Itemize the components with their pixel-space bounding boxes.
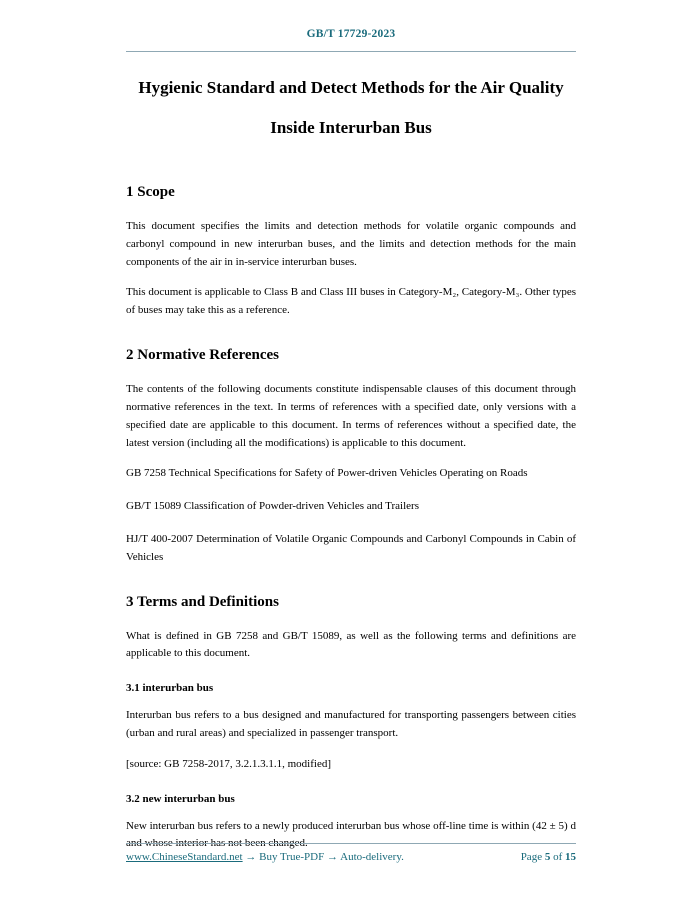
chinesestandard-link[interactable]: www.ChineseStandard.net xyxy=(126,851,243,863)
normative-reference-2: GB/T 15089 Classification of Powder-driven Vehicles and Trailers xyxy=(126,500,419,513)
normative-paragraph-1: The contents of the following documents constitute indispensable clauses of this document through normative references in the text. In terms of references with a specified date, only versions with a specified date are applicable to this document. In terms of references without a specified date, the latest version (including all the modifications) is applicable to this document. xyxy=(126,383,576,449)
current-page-number: 5 xyxy=(544,851,551,863)
section-heading-normative-references: 2 Normative References xyxy=(126,347,279,364)
scope-paragraph-1: This document specifies the limits and detection methods for volatile organic compounds and carbonyl compound in new interurban buses, and the limits and detection methods for the main components of the air in in-service interurban buses. xyxy=(126,220,576,268)
footer-delivery-label: Auto-delivery. xyxy=(340,851,404,863)
term-definition-interurban-bus: Interurban bus refers to a bus designed and manufactured for transporting passengers between cities (urban and rural areas) and specialized in passenger transport. xyxy=(126,709,576,739)
section-heading-scope: 1 Scope xyxy=(126,184,175,200)
normative-reference-3: HJ/T 400-2007 Determination of Volatile Organic Compounds and Carbonyl Compounds in Cabin of Vehicles xyxy=(126,532,576,563)
footer-buy-label: Buy True-PDF xyxy=(259,851,325,863)
total-page-number: 15 xyxy=(565,851,576,863)
document-title-line-2: Inside Interurban Bus xyxy=(270,118,432,137)
arrow-icon: → xyxy=(326,851,338,863)
page-footer xyxy=(126,843,576,863)
term-definition-new-interurban-bus: New interurban bus refers to a newly produced interurban bus whose off-line time is within (42 ± 5) d and whose interior has not been changed. xyxy=(126,819,576,850)
document-title-line-1: Hygienic Standard and Detect Methods for the Air Quality xyxy=(138,78,564,97)
arrow-icon: → xyxy=(245,851,257,863)
page-indicator xyxy=(521,851,576,863)
term-heading-interurban-bus: 3.1 interurban bus xyxy=(126,682,214,695)
scope-paragraph-2: This document is applicable to Class B and Class III buses in Category-M₂, Category-M₃. Other types of buses may take this as a reference. xyxy=(126,286,576,317)
of-label: of xyxy=(553,851,563,863)
normative-reference-1: GB 7258 Technical Specifications for Safety of Power-driven Vehicles Operating on Roads xyxy=(126,467,528,480)
document-number-header: GB/T 17729-2023 xyxy=(306,28,396,40)
header-divider xyxy=(126,51,576,52)
terms-paragraph-1: What is defined in GB 7258 and GB/T 15089, as well as the following terms and definitions are applicable to this document. xyxy=(126,629,576,660)
section-heading-terms-definitions: 3 Terms and Definitions xyxy=(126,593,279,610)
footer-left xyxy=(126,851,404,863)
document-body xyxy=(126,60,576,866)
term-source-note: [source: GB 7258-2017, 3.2.1.3.1.1, modified] xyxy=(126,757,331,770)
term-heading-new-interurban-bus: 3.2 new interurban bus xyxy=(126,792,235,805)
page-label: Page xyxy=(520,851,543,863)
